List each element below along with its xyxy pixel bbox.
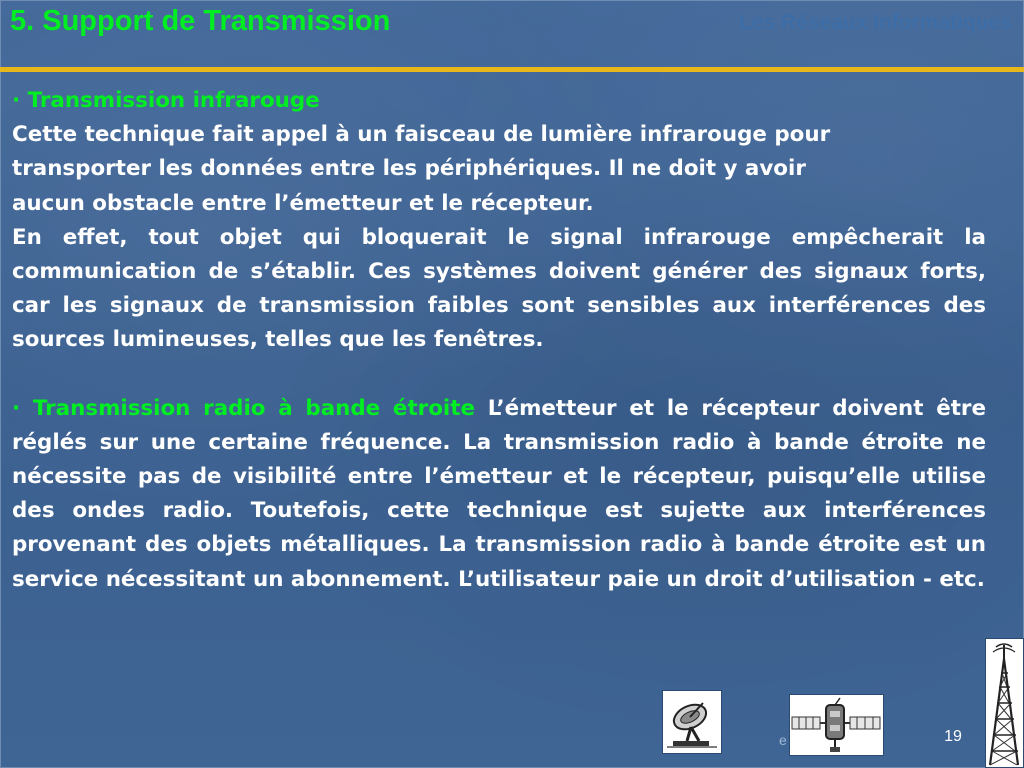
infrared-line-1: Cette technique fait appel à un faisceau de lumière infrarouge pour bbox=[12, 122, 831, 148]
section-infrared-heading bbox=[12, 84, 986, 118]
bullet-marker: · bbox=[12, 88, 21, 113]
paragraph-spacer bbox=[12, 358, 986, 392]
infrared-line-3: aucun obstacle entre l’émetteur et le récepteur. bbox=[12, 190, 594, 216]
infrared-line-2: transporter les données entre les périphériques. Il ne doit y avoir bbox=[12, 156, 806, 182]
heading-narrowband-radio: Transmission radio à bande étroite bbox=[32, 395, 475, 421]
slide-title: 5. Support de Transmission bbox=[10, 5, 391, 37]
satellite-dish-image bbox=[662, 690, 722, 754]
title-underline-rule bbox=[0, 67, 1024, 72]
page-number: 19 bbox=[944, 728, 962, 745]
infrared-paragraph-2: En effet, tout objet qui bloquerait le signal infrarouge empêcherait la communication de s’établir. Ces systèmes doivent générer des signaux forts, car les signaux de transmission faibles sont sensibles aux interférences des sources lumineuses, telles que les fenêtres. bbox=[12, 224, 986, 353]
section-narrowband-radio bbox=[12, 392, 986, 597]
faded-caption-fragment: e bbox=[779, 732, 787, 748]
satellite-icon bbox=[790, 695, 883, 755]
slide-body bbox=[12, 84, 986, 597]
narrowband-radio-text: L’émetteur et le récepteur doivent être réglés sur une certaine fréquence. La transmission radio à bande étroite ne nécessite pas de visibilité entre l’émetteur et le récepteur, puisqu’elle utilise des ondes radio. Toutefois, cette technique est sujette aux interférences provenant des objets métalliques. La transmission radio à bande étroite est un service nécessitant un abonnement. L’utilisateur paie un droit d’utilisation - etc. bbox=[12, 395, 986, 592]
heading-infrared: Transmission infrarouge bbox=[27, 88, 320, 113]
satellite-dish-icon bbox=[663, 691, 721, 753]
course-title: Les Réseaux Informatiques bbox=[738, 11, 1012, 34]
bullet-marker: · bbox=[12, 395, 21, 421]
radio-tower-icon bbox=[986, 639, 1023, 767]
satellite-image bbox=[789, 694, 884, 756]
radio-tower-image bbox=[985, 638, 1024, 768]
